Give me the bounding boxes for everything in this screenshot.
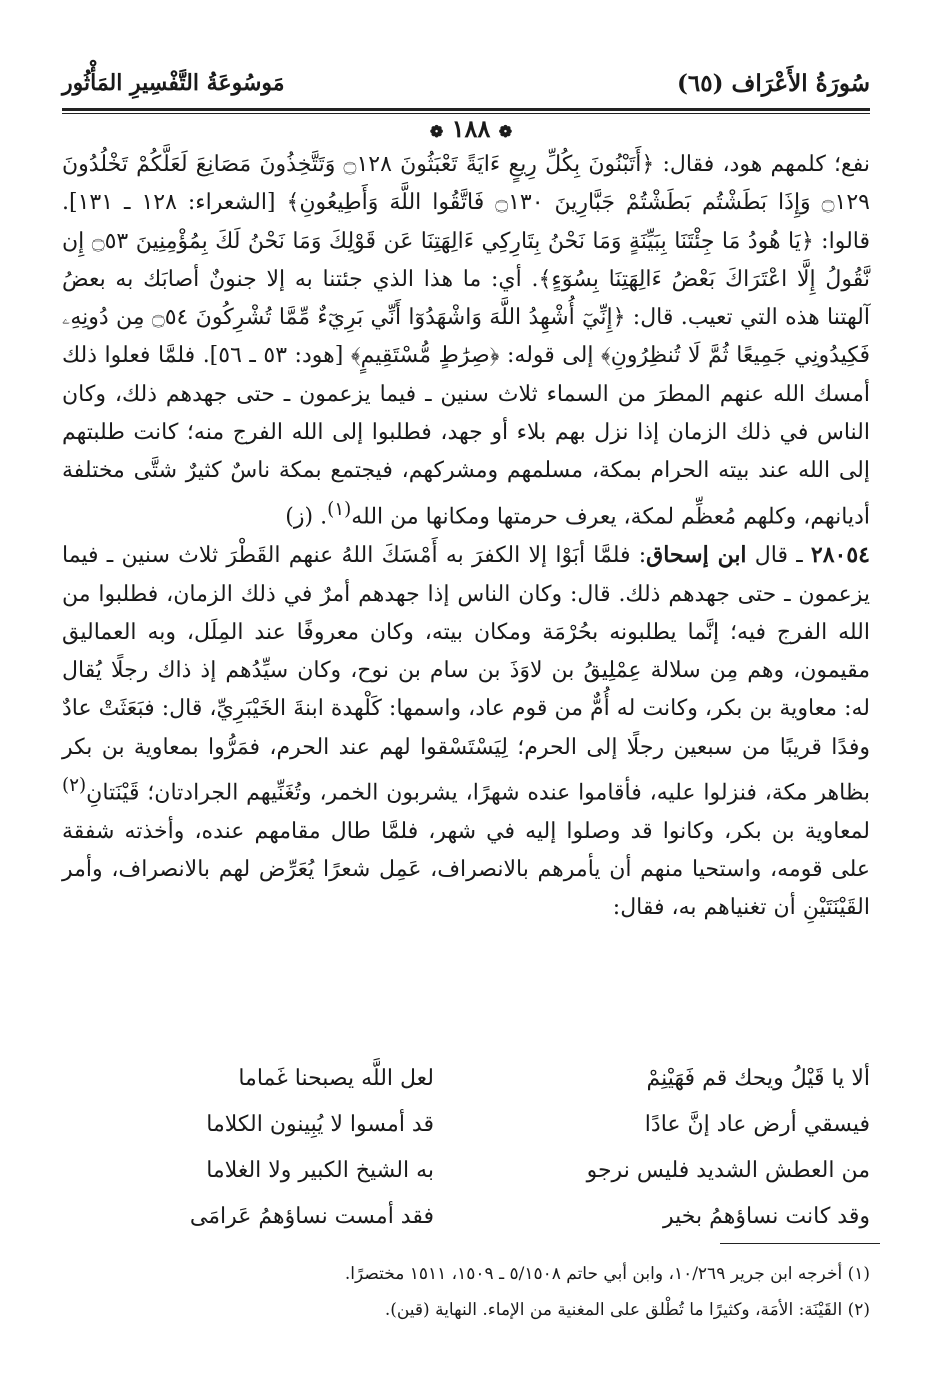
footnote-divider — [720, 1243, 880, 1244]
text-run: : فلمَّا أبَوْا إلا الكفرَ به أَمْسَكَ اللهُ عنهم القَطْرَ ثلاث سنين ـ فيما يزعمون ـ حتى جهدهم ذلك. قال: وكان الناس إذا جهدهم أمرٌ في ذلك الزمان، فطلبوا من الله الفرج فيه؛ إنَّما يطلبونه بحُرْمَة ومكان بيته، وكان معروفًا عند المِلَل، وبه العماليق مقيمون، وهم مِن سلالة عِمْلِيقُ بن لاوَذَ بن سام بن نوح، وكان سيِّدُهم إذ ذاك رجلًا يُقال له: معاوية بن بكر، وكانت له أُمٌّ من قوم عاد، واسمها: كَلْهدة ابنةَ الخَيْبَرِيِّ، قال: فبَعَثَتْ عادٌ وفدًا قريبًا من سبعين رجلًا إلى الحرم؛ لِيَسْتَسْقوا لهم عند الحرم، فمَرُّوا بمعاوية بن بكر بظاهر مكة، فنزلوا عليه، فأقاموا عنده شهرًا، يشربون الخمر، وتُغَنِّيهم الجرادتان؛ قَيْنَتانِ — [62, 543, 870, 806]
hemistich-first: فيسقي أرض عاد إنَّ عادًا — [644, 1112, 870, 1137]
hemistich-second: به الشيخ الكبير ولا الغلاما — [206, 1158, 434, 1183]
text-run: ـ قال — [746, 543, 811, 569]
main-text — [62, 146, 870, 928]
page-number — [0, 114, 942, 143]
hemistich-second: لعل اللَّه يصبحنا غَماما — [238, 1066, 434, 1091]
book-title: مَوسُوعَةُ التَّفْسِيرِ المَأْثُور — [62, 70, 285, 96]
footnote-ref: (٢) — [62, 775, 87, 797]
text-run: لمعاوية بن بكر، وكانوا قد وصلوا إليه في شهر، فلمَّا طال مقامهم عنده، وأخذته شفقة على قومه، واستحيا منهم أن يأمرهم بالانصراف، عَمِل شعرًا يُعَرِّض لهم بالانصراف، وأمر القَيْنَتَيْنِ أن تغنياهم به، فقال: — [62, 818, 870, 921]
ornament-icon: ❁ — [429, 122, 444, 141]
hemistich-first: من العطش الشديد فليس نرجو — [586, 1158, 870, 1183]
poem — [62, 1056, 870, 1240]
text-run: . (ز) — [285, 504, 328, 529]
page-number-value: ١٨٨ — [451, 114, 491, 143]
footnote-1: (١) أخرجه ابن جرير ١٠/٢٦٩، وابن أبي حاتم ٥/١٥٠٨ ـ ١٥٠٩، ١٥١١ مختصرًا. — [344, 1264, 870, 1284]
quran-quote: ﴿صِرَٰطٍ مُّسْتَقِيمٍ﴾ — [350, 343, 500, 369]
hemistich-second: فقد أمست نساؤهمُ عَرامَى — [189, 1204, 434, 1229]
poem-verse — [62, 1102, 870, 1148]
poem-verse — [62, 1148, 870, 1194]
poem-verse — [62, 1194, 870, 1240]
paragraph-1 — [62, 146, 870, 536]
text-run: [هود: ٥٣ ـ ٥٦]. فلمَّا فعلوا ذلك أمسك الله عنهم المطرَ من السماء ثلاث سنين ـ فيما يزعمون ـ حتى جهدهم ذلك، وكان الناس في ذلك الزمان إذا نزل بهم بلاء أو جهد، فطلبوا إلى الله الفرج منه؛ كانت طلبتهم إلى الله عند بيته الحرام بمكة، مسلمهم ومشركهم، فيجتمع بمكة ناسٌ كثيرٌ شتَّى مختلفة أديانهم، وكلهم مُعظِّم لمكة، يعرف حرمتها ومكانها من الله — [62, 343, 870, 529]
footnote-2: (٢) القَيْنَة: الأمَة، وكثيرًا ما تُطْلق على المغنية من الإماء. النهاية (قين). — [384, 1300, 870, 1320]
text-run: [الشعراء: ١٢٨ ـ ١٣١]. قالوا: — [62, 190, 870, 254]
footnote-ref: (١) — [327, 498, 352, 520]
hemistich-second: قد أمسوا لا يُبِينون الكلاما — [206, 1112, 434, 1137]
header-rule — [62, 108, 870, 111]
surah-title: سُورَةُ الأَعْرَاف (٦٥) — [677, 70, 870, 97]
footnotes — [62, 1256, 870, 1328]
entry-number: ٢٨٠٥٤ — [810, 542, 870, 569]
text-run: نفع؛ كلمهم هود، فقال: — [654, 152, 870, 177]
paragraph-2 — [62, 536, 870, 927]
quran-quote: ﴿أَتَبْنُونَ بِكُلِّ رِيعٍ ءَايَةً تَعْبَثُونَ ۝١٢٨ وَتَتَّخِذُونَ مَصَانِعَ لَعَلَّكُمْ تَخْلُدُونَ ۝١٢٩ وَإِذَا بَطَشْتُم بَطَشْتُمْ جَبَّارِينَ ۝١٣٠ فَاتَّقُوا اللَّهَ وَأَطِيعُونِ﴾ — [62, 152, 870, 216]
text-run: إلى قوله: — [499, 343, 601, 369]
poem-verse — [62, 1056, 870, 1102]
quran-quote: ﴿إِنِّيٓ أُشْهِدُ اللَّهَ وَاشْهَدُوٓا أَنِّي بَرِيٓءٌ مِّمَّا تُشْرِكُونَ ۝٥٤ مِن دُونِهِۦ فَكِيدُونِي جَمِيعًا ثُمَّ لَا تُنظِرُونِ﴾ — [62, 305, 871, 369]
hemistich-first: ألا يا قَيْلُ ويحك قم فَهَيْنِمْ — [646, 1066, 870, 1091]
entry-author: ابن إسحاق — [646, 542, 747, 569]
running-header — [62, 62, 870, 106]
quran-quote: ﴿يَا هُودُ مَا جِئْتَنَا بِبَيِّنَةٍ وَمَا نَحْنُ بِتَارِكِي ءَالِهَتِنَا عَن قَوْلِكَ وَمَا نَحْنُ لَكَ بِمُؤْمِنِينَ ۝٥٣ إِن نَّقُولُ إِلَّا اعْتَرَاكَ بَعْضُ ءَالِهَتِنَا بِسُوٓءٍ﴾ — [62, 228, 870, 292]
text-run: . أي: ما هذا الذي جئتنا به إلا جنونٌ أصابَك به بعضُ آلهتنا هذه التي تعيب. قال: — [62, 266, 870, 331]
ornament-icon: ❁ — [498, 122, 513, 141]
hemistich-first: وقد كانت نساؤهمُ بخير — [663, 1204, 870, 1229]
